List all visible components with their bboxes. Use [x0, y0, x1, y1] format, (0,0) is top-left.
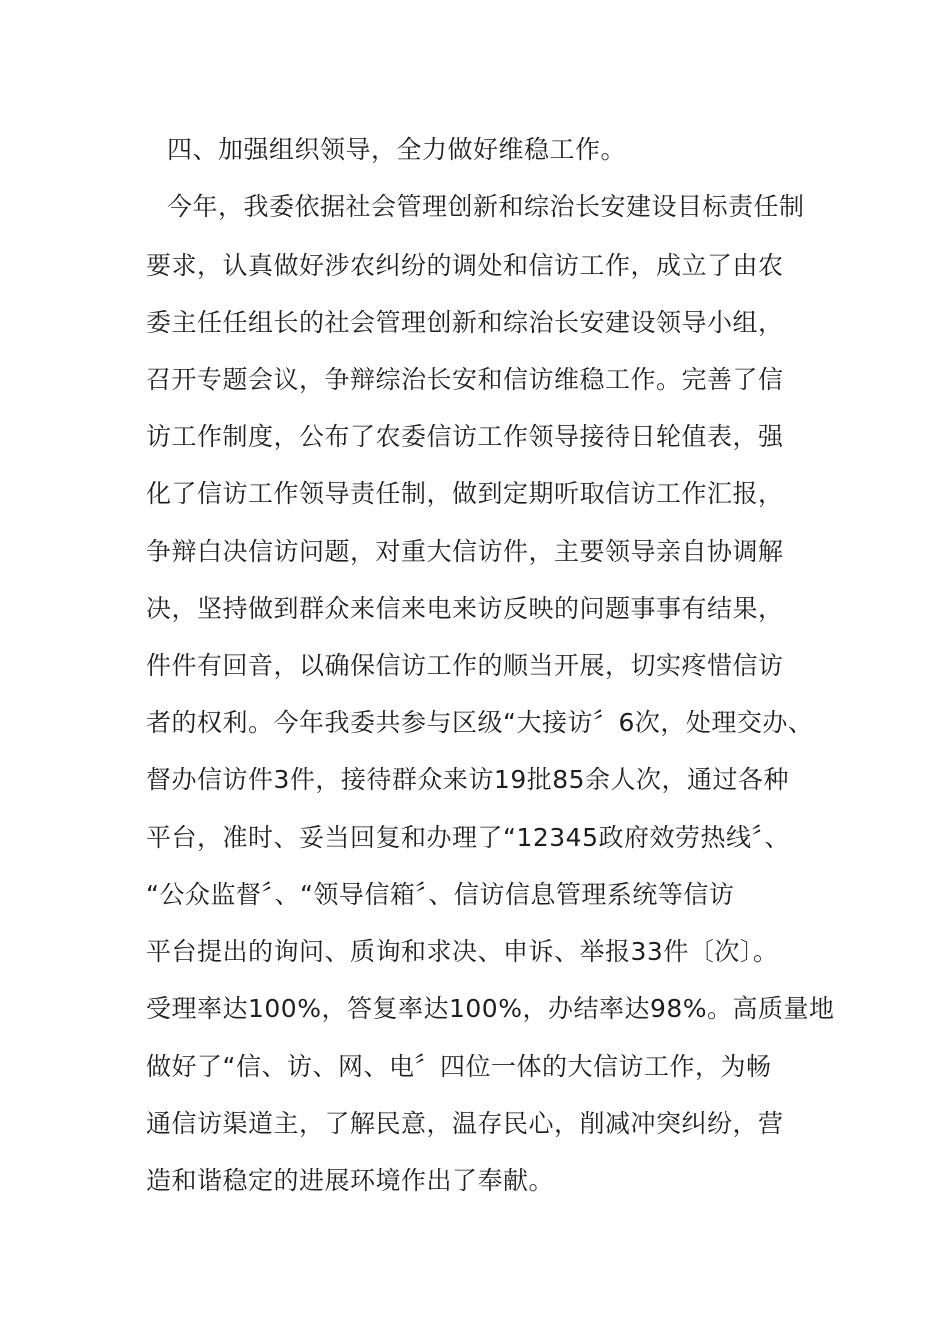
section-heading: 四、加强组织领导，全力做好维稳工作。 [167, 135, 627, 164]
paragraph-line: 争辩白决信访问题，对重大信访件，主要领导亲自协调解 [146, 537, 784, 566]
paragraph-line: 者的权利。今年我委共参与区级“大接访〞6次，处理交办、 [146, 708, 814, 737]
paragraph-line: 件件有回音，以确保信访工作的顺当开展，切实疼惜信访 [146, 651, 784, 680]
paragraph-line: 通信访渠道主，了解民意，温存民心，削减冲突纠纷，营 [146, 1109, 784, 1138]
paragraph-line: 化了信访工作领导责任制，做到定期听取信访工作汇报， [146, 479, 784, 508]
paragraph-line: 召开专题会议，争辩综治长安和信访维稳工作。完善了信 [146, 365, 784, 394]
paragraph-line: “公众监督〞、“领导信箱〞、信访信息管理系统等信访 [146, 880, 735, 909]
paragraph-line: 访工作制度，公布了农委信访工作领导接待日轮值表，强 [146, 422, 784, 451]
paragraph-line: 委主任任组长的社会管理创新和综治长安建设领导小组， [146, 308, 784, 337]
paragraph-line: 决，坚持做到群众来信来电来访反映的问题事事有结果， [146, 594, 784, 623]
paragraph-line: 平台提出的询问、质询和求决、申诉、举报33件〔次〕。 [146, 937, 779, 966]
paragraph-line: 造和谐稳定的进展环境作出了奉献。 [146, 1166, 555, 1195]
paragraph-line: 做好了“信、访、网、电〞四位一体的大信访工作，为畅 [146, 1052, 772, 1081]
paragraph-line: 督办信访件3件，接待群众来访19批85余人次，通过各种 [146, 765, 790, 794]
paragraph-line: 今年，我委依据社会管理创新和综治长安建设目标责任制 [167, 192, 805, 221]
paragraph-line: 要求，认真做好涉农纠纷的调处和信访工作，成立了由农 [146, 251, 784, 280]
paragraph-line: 平台，准时、妥当回复和办理了“12345政府效劳热线〞、 [146, 823, 790, 852]
paragraph-line: 受理率达100%，答复率达100%，办结率达98%。高质量地 [146, 994, 835, 1023]
